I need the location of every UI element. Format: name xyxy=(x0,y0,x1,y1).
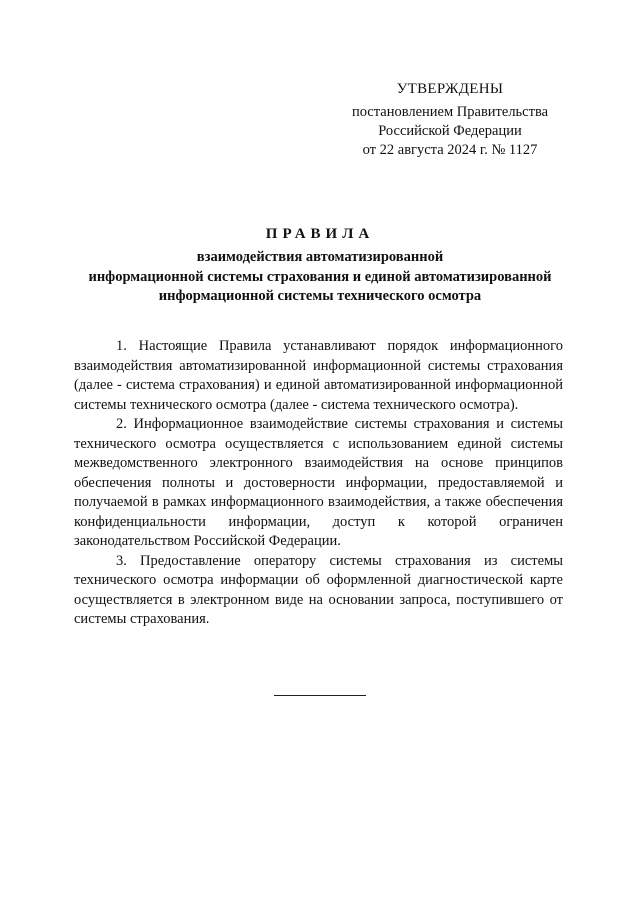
paragraph-3: 3. Предоставление оператору системы страхования из системы технического осмотра информации об оформленной диагностической карте осуществляется в электронном виде на основании запроса, поступившего от системы страхования. xyxy=(74,552,563,627)
subtitle-line-2: информационной системы страхования и единой автоматизированной xyxy=(88,268,552,285)
paragraph-2: 2. Информационное взаимодействие системы страхования и системы технического осмотра осуществляется с использованием единой системы межведомственного электронного взаимодействия на основе принципов обеспечения полноты и достоверности информации, предоставляемой и получаемой в рамках информационного взаимодействия, а также обеспечения конфиденциальности информации, доступ к которой ограничен законодательством Российской Федерации. xyxy=(74,416,563,549)
document-body xyxy=(74,337,563,630)
approval-line-3: от 22 августа 2024 г. № 1127 xyxy=(362,142,538,158)
end-separator-line xyxy=(274,695,366,696)
approval-line-2: Российской Федерации xyxy=(378,123,522,139)
subtitle-line-1: взаимодействия автоматизированной xyxy=(196,249,444,265)
approval-line-1: постановлением Правительства xyxy=(351,104,549,120)
approval-heading: УТВЕРЖДЕНЫ xyxy=(396,81,504,97)
approval-stamp xyxy=(330,80,570,160)
paragraph-1: 1. Настоящие Правила устанавливают порядок информационного взаимодействия автоматизированной информационной системы страхования (далее - система страхования) и единой автоматизированной информационной системы технического осмотра (далее - система технического осмотра). xyxy=(74,338,563,413)
document-subtitle xyxy=(60,248,580,307)
document-title: ПРАВИЛА xyxy=(265,226,375,242)
subtitle-line-3: информационной системы технического осмотра xyxy=(158,288,482,304)
